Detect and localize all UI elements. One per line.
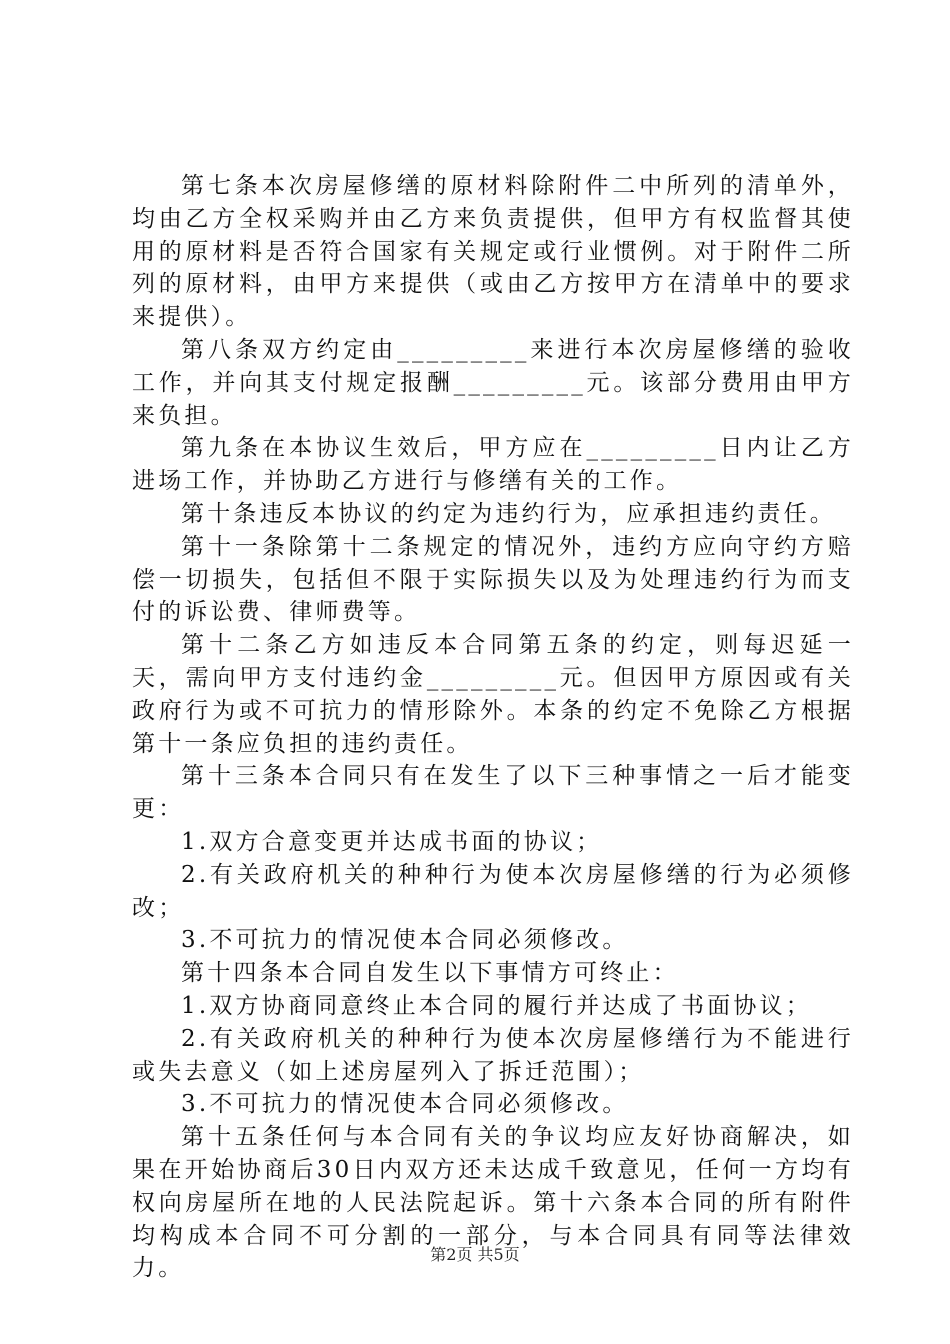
document-body <box>132 170 854 1285</box>
page-footer <box>0 1244 950 1266</box>
clause-13-item-1: 1.双方合意变更并达成书面的协议； <box>181 828 603 855</box>
clause-14-paragraph: 第十四条本合同自发生以下事情方可终止： <box>181 960 679 987</box>
clause-13-item-2: 2.有关政府机关的种种行为使本次房屋修缮的行为必须修改； <box>132 861 854 921</box>
clause-13-paragraph: 第十三条本合同只有在发生了以下三种事情之一后才能变更： <box>132 763 854 823</box>
clause-9-paragraph: 第九条在本协议生效后，甲方应在_________日内让乙方进场工作，并协助乙方进行与修缮有关的工作。 <box>132 435 854 495</box>
clause-7-paragraph: 第七条本次房屋修缮的原材料除附件二中所列的清单外，均由乙方全权采购并由乙方来负责提供，但甲方有权监督其使用的原材料是否符合国家有关规定或行业惯例。对于附件二所列的原材料，由甲方来提供（或由乙方按甲方在清单中的要求来提供）。 <box>132 173 854 331</box>
clause-15-16-paragraph: 第十五条任何与本合同有关的争议均应友好协商解决，如果在开始协商后30日内双方还未达成千致意见，任何一方均有权向房屋所在地的人民法院起诉。第十六条本合同的所有附件均构成本合同不可分割的一部分，与本合同具有同等法律效力。 <box>132 1124 854 1282</box>
clause-11-paragraph: 第十一条除第十二条规定的情况外，违约方应向守约方赔偿一切损失，包括但不限于实际损失以及为处理违约行为而支付的诉讼费、律师费等。 <box>132 533 854 626</box>
clause-12-paragraph: 第十二条乙方如违反本合同第五条的约定，则每迟延一天，需向甲方支付违约金_________元。但因甲方原因或有关政府行为或不可抗力的情形除外。本条的约定不免除乙方根据第十一条应负担的违约责任。 <box>132 632 854 757</box>
clause-8-paragraph: 第八条双方约定由_________来进行本次房屋修缮的验收工作，并向其支付规定报酬_________元。该部分费用由甲方来负担。 <box>132 336 854 429</box>
page-number-label: 第2页 共5页 <box>430 1245 520 1264</box>
clause-14-item-2: 2.有关政府机关的种种行为使本次房屋修缮行为不能进行或失去意义（如上述房屋列入了拆迁范围）； <box>132 1025 854 1085</box>
clause-14-item-1: 1.双方协商同意终止本合同的履行并达成了书面协议； <box>181 992 812 1019</box>
clause-13-item-3: 3.不可抗力的情况使本合同必须修改。 <box>181 927 629 954</box>
clause-10-paragraph: 第十条违反本协议的约定为违约行为，应承担违约责任。 <box>181 500 836 527</box>
clause-14-item-3: 3.不可抗力的情况使本合同必须修改。 <box>181 1091 629 1118</box>
